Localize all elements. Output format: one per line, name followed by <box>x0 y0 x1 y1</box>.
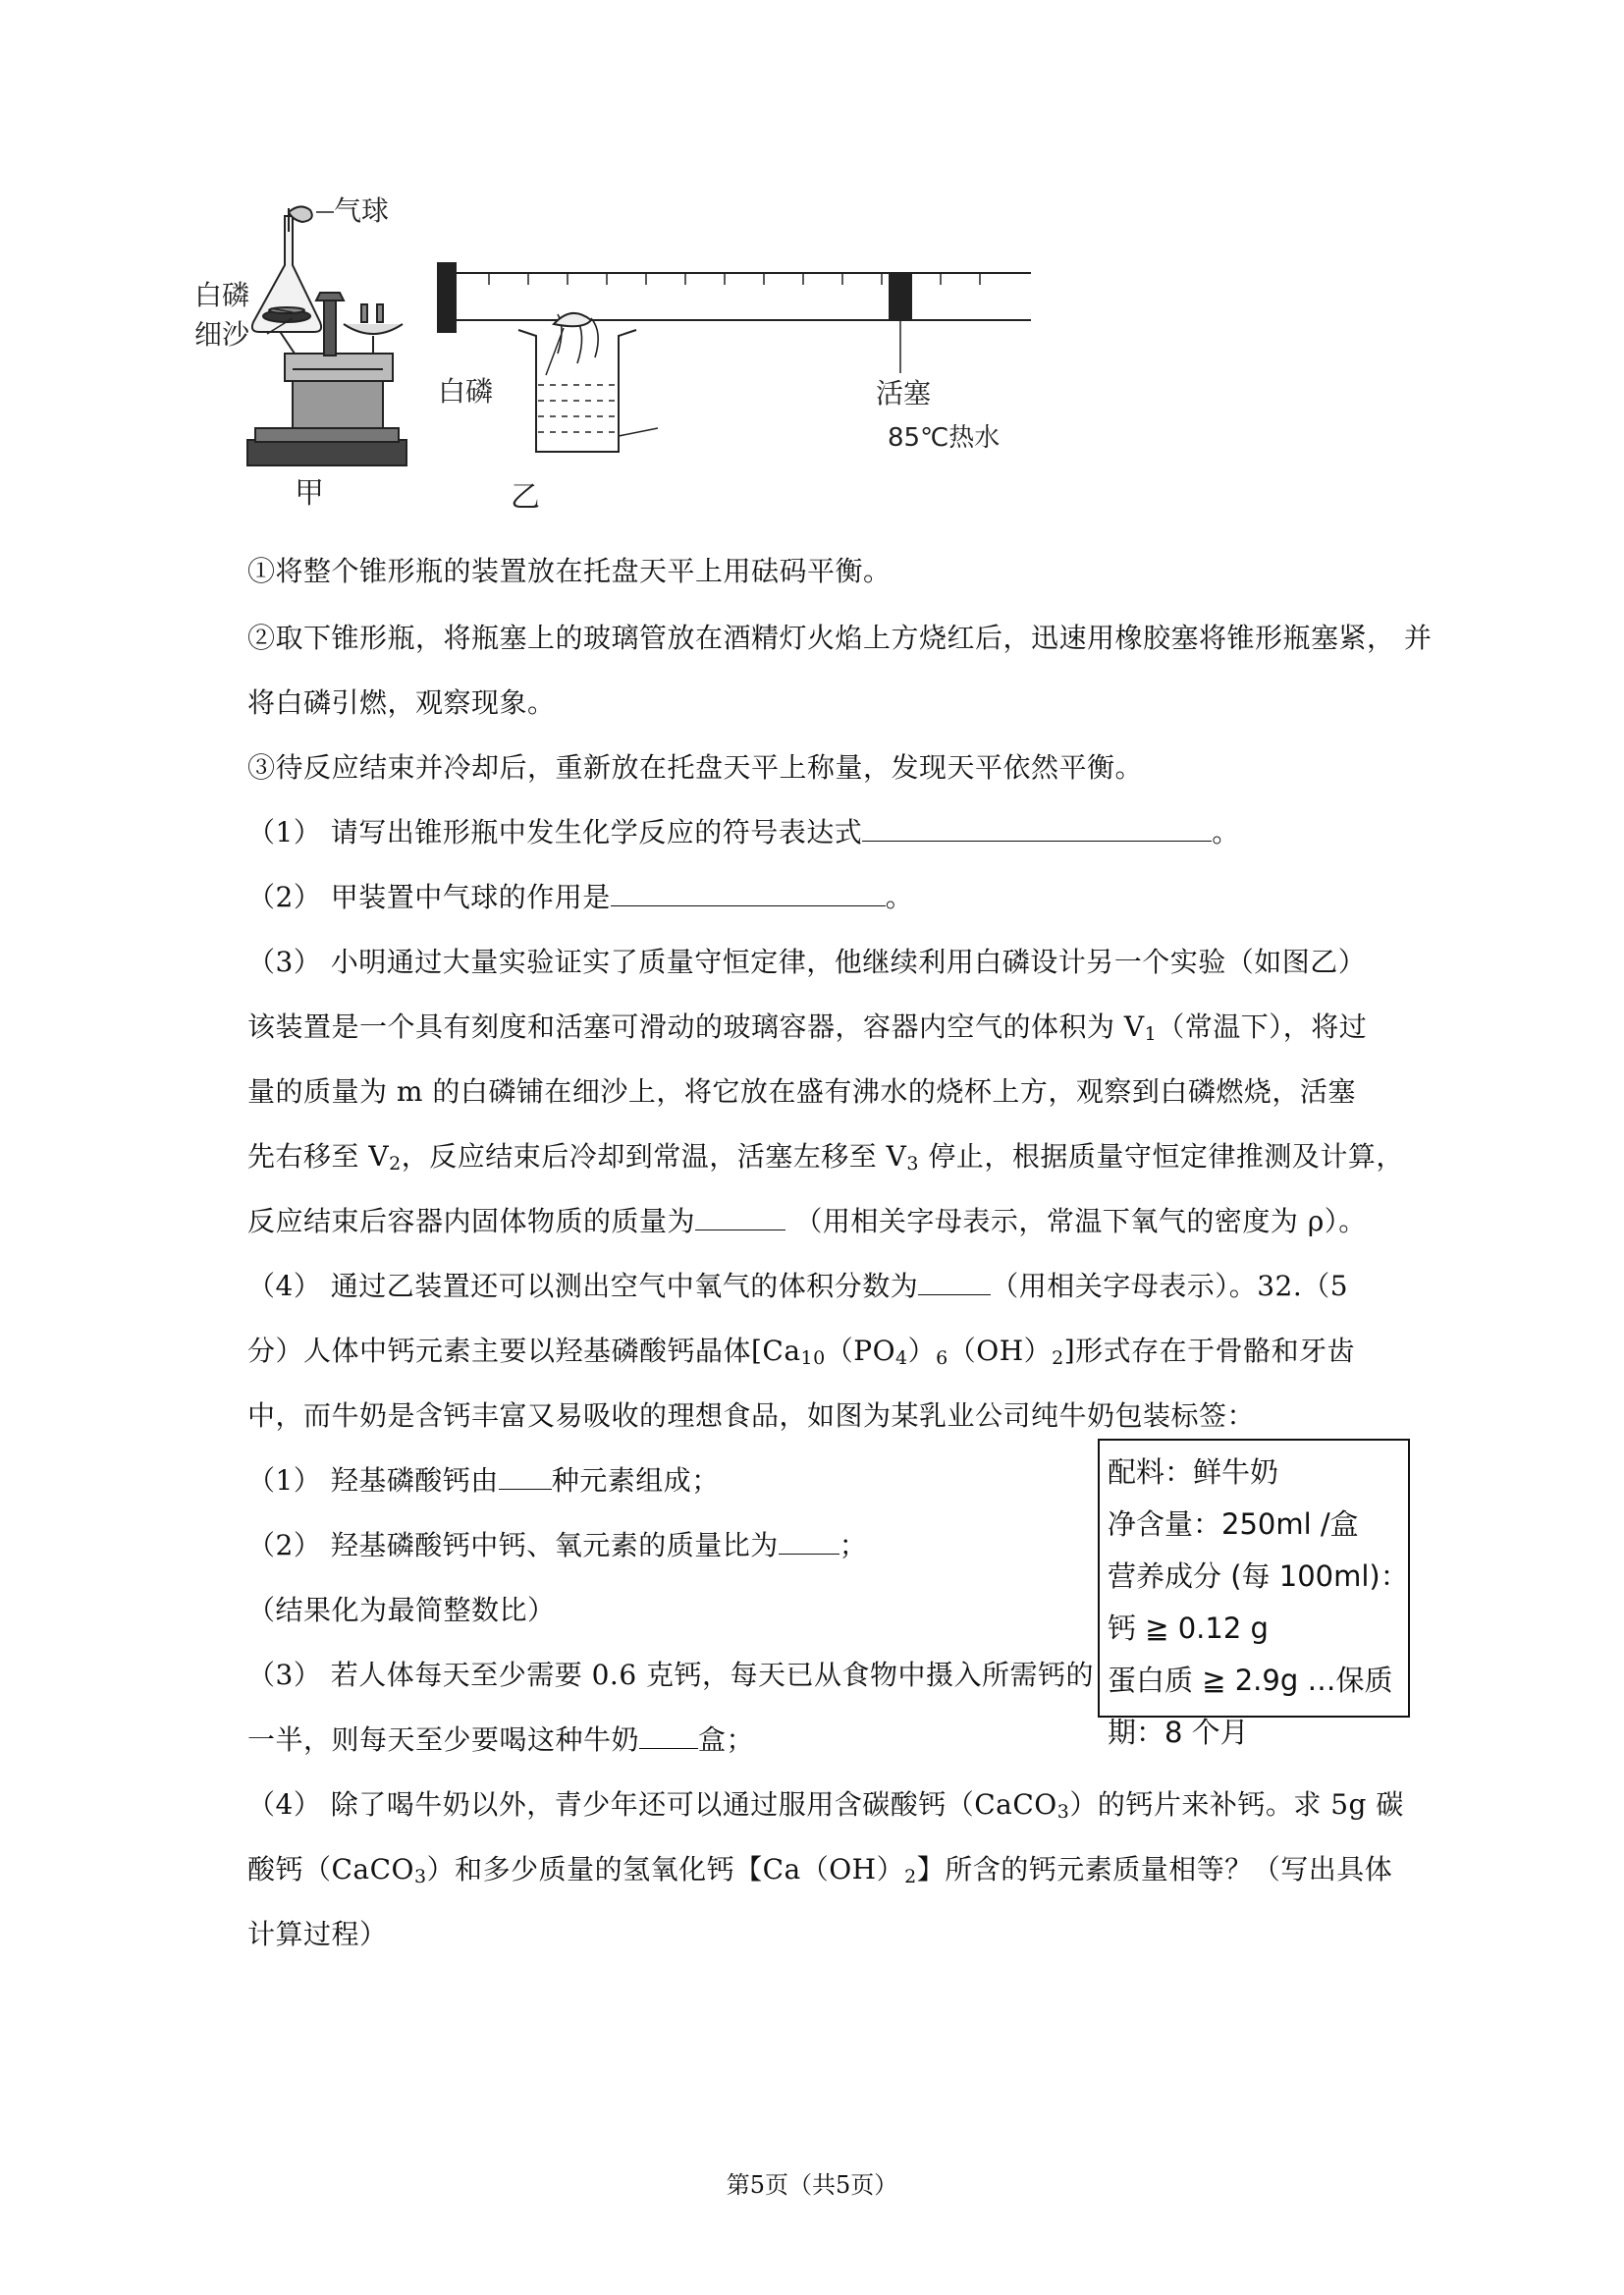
q3-l2-text-end: （常温下），将过 <box>1157 1011 1368 1043</box>
question-3-line-2 <box>247 1008 1367 1047</box>
q3-l4-c: 停止，根据质量守恒定律推测及计算， <box>918 1140 1404 1173</box>
q3-l4-b: ，反应结束后冷却到常温，活塞左移至 V <box>401 1140 907 1173</box>
answer-blank-1[interactable] <box>862 813 1212 842</box>
label-balloon: 气球 <box>334 194 390 227</box>
p32-sub-6: 6 <box>936 1347 948 1369</box>
label-protein: 蛋白质 ≧ 2.9g …保质 <box>1108 1664 1393 1697</box>
label-white-phosphorus-yi: 白磷 <box>438 375 494 408</box>
p32-s4-a: （4） 除了喝牛奶以外，青少年还可以通过服用含碳酸钙（CaCO <box>247 1788 1057 1821</box>
answer-blank-6[interactable] <box>779 1526 839 1555</box>
p32-s1-text: （1） 羟基磷酸钙由 <box>247 1464 499 1497</box>
answer-blank-5[interactable] <box>499 1461 552 1490</box>
p32-s4-b: ）的钙片来补钙。求 5g 碳 <box>1069 1788 1404 1821</box>
experiment-figure <box>194 194 1060 520</box>
label-net-content: 净含量：250ml /盒 <box>1108 1507 1359 1541</box>
label-piston: 活塞 <box>876 377 932 410</box>
q3-l5-end: （用相关字母表示，常温下氧气的密度为 ρ）。 <box>785 1205 1367 1237</box>
p32-s2-end: ； <box>839 1529 868 1561</box>
apparatus-diagram <box>194 194 1060 520</box>
q3-l4-a: 先右移至 V <box>247 1140 390 1173</box>
problem-32-line-1 <box>247 1332 1355 1371</box>
p32-l1-c: ） <box>907 1335 937 1367</box>
question-4-text: （4） 通过乙装置还可以测出空气中氧气的体积分数为 <box>247 1270 919 1302</box>
p32-l1-d: （OH） <box>947 1335 1053 1367</box>
step-2-line-1: ②取下锥形瓶，将瓶塞上的玻璃管放在酒精灯火焰上方烧红后，迅速用橡胶塞将锥形瓶塞紧， 并 <box>247 622 1433 654</box>
p32-s3-end: 盒； <box>698 1723 755 1756</box>
label-hot-water: 85℃热水 <box>888 423 1001 453</box>
p32-s4-l2-sub2: 2 <box>904 1866 917 1887</box>
p32-s2-text: （2） 羟基磷酸钙中钙、氧元素的质量比为 <box>247 1529 779 1561</box>
answer-blank-7[interactable] <box>639 1721 698 1749</box>
milk-package-label <box>1098 1439 1410 1749</box>
step-1: ①将整个锥形瓶的装置放在托盘天平上用砝码平衡。 <box>247 555 892 587</box>
step-3: ③待反应结束并冷却后，重新放在托盘天平上称量，发现天平依然平衡。 <box>247 751 1144 784</box>
page-footer: 第5页（共5页） <box>726 2171 898 2199</box>
question-1-text: （1） 请写出锥形瓶中发生化学反应的符号表达式 <box>247 816 863 848</box>
answer-blank-3[interactable] <box>695 1202 785 1230</box>
problem-32-sub-4-line-1 <box>247 1785 1404 1825</box>
p32-s4-l2-c: 】所含的钙元素质量相等？（写出具体 <box>916 1853 1393 1885</box>
p32-s4-sub: 3 <box>1056 1801 1070 1823</box>
problem-32-sub-4-line-2 <box>247 1850 1392 1889</box>
q3-l5-text: 反应结束后容器内固体物质的质量为 <box>247 1205 696 1237</box>
question-4 <box>247 1267 1348 1306</box>
question-4-end: （用相关字母表示）。32.（5 <box>991 1270 1349 1302</box>
label-white-phosphorus-jia: 白磷 <box>194 279 250 311</box>
problem-32-sub-4-line-3: 计算过程） <box>247 1918 388 1950</box>
q3-l2-text: 该装置是一个具有刻度和活塞可滑动的玻璃容器，容器内空气的体积为 V <box>247 1011 1145 1043</box>
p32-l1-a: 分）人体中钙元素主要以羟基磷酸钙晶体[Ca <box>247 1335 801 1367</box>
p32-s4-l2-a: 酸钙（CaCO <box>247 1853 414 1885</box>
label-fine-sand: 细沙 <box>194 318 250 351</box>
problem-32-line-2: 中，而牛奶是含钙丰富又易吸收的理想食品，如图为某乳业公司纯牛奶包装标签： <box>247 1399 1256 1432</box>
label-calcium: 钙 ≧ 0.12 g <box>1108 1612 1269 1645</box>
caption-yi: 乙 <box>511 480 540 515</box>
question-3-line-4 <box>247 1137 1404 1176</box>
label-nutrition-header: 营养成分 (每 100ml)： <box>1108 1559 1409 1593</box>
label-shelf-life: 期：8 个月 <box>1108 1716 1249 1749</box>
p32-sub-2: 2 <box>1052 1347 1064 1369</box>
question-1 <box>247 813 1240 852</box>
p32-l1-e: ]形式存在于骨骼和牙齿 <box>1063 1335 1356 1367</box>
answer-blank-4[interactable] <box>918 1267 991 1295</box>
question-3-line-1: （3） 小明通过大量实验证实了质量守恒定律，他继续利用白磷设计另一个实验（如图乙） <box>247 946 1367 978</box>
question-2-end: 。 <box>885 881 914 913</box>
question-1-end: 。 <box>1212 816 1240 848</box>
question-3-line-3: 量的质量为 m 的白磷铺在细沙上，将它放在盛有沸水的烧杯上方，观察到白磷燃烧，活塞 <box>247 1075 1356 1108</box>
caption-jia: 甲 <box>295 476 324 511</box>
question-2-text: （2） 甲装置中气球的作用是 <box>247 881 611 913</box>
p32-s3-text: 一半，则每天至少要喝这种牛奶 <box>247 1723 640 1756</box>
q3-l4-sub2: 3 <box>906 1153 919 1175</box>
balance-apparatus <box>247 206 406 465</box>
problem-32-sub-3-line-2 <box>247 1721 754 1760</box>
p32-sub-4: 4 <box>895 1347 908 1369</box>
p32-sub-10: 10 <box>800 1347 826 1369</box>
question-3-line-5 <box>247 1202 1367 1241</box>
question-2 <box>247 878 913 917</box>
problem-32-sub-2 <box>247 1526 867 1565</box>
p32-l1-b: （PO <box>825 1335 896 1367</box>
q3-l4-sub1: 2 <box>389 1153 402 1175</box>
p32-s4-l2-sub: 3 <box>414 1866 427 1887</box>
problem-32-sub-2-note: （结果化为最简整数比） <box>247 1594 556 1626</box>
problem-32-sub-3-line-1: （3） 若人体每天至少需要 0.6 克钙，每天已从食物中摄入所需钙的 <box>247 1659 1095 1691</box>
answer-blank-2[interactable] <box>611 878 886 906</box>
step-2-line-2: 将白磷引燃，观察现象。 <box>247 686 556 719</box>
q3-l2-sub: 1 <box>1144 1023 1158 1045</box>
problem-32-sub-1 <box>247 1461 720 1501</box>
p32-s1-end: 种元素组成； <box>551 1464 720 1497</box>
label-ingredient: 配料：鲜牛奶 <box>1108 1455 1279 1489</box>
p32-s4-l2-b: ）和多少质量的氢氧化钙【Ca（OH） <box>426 1853 905 1885</box>
